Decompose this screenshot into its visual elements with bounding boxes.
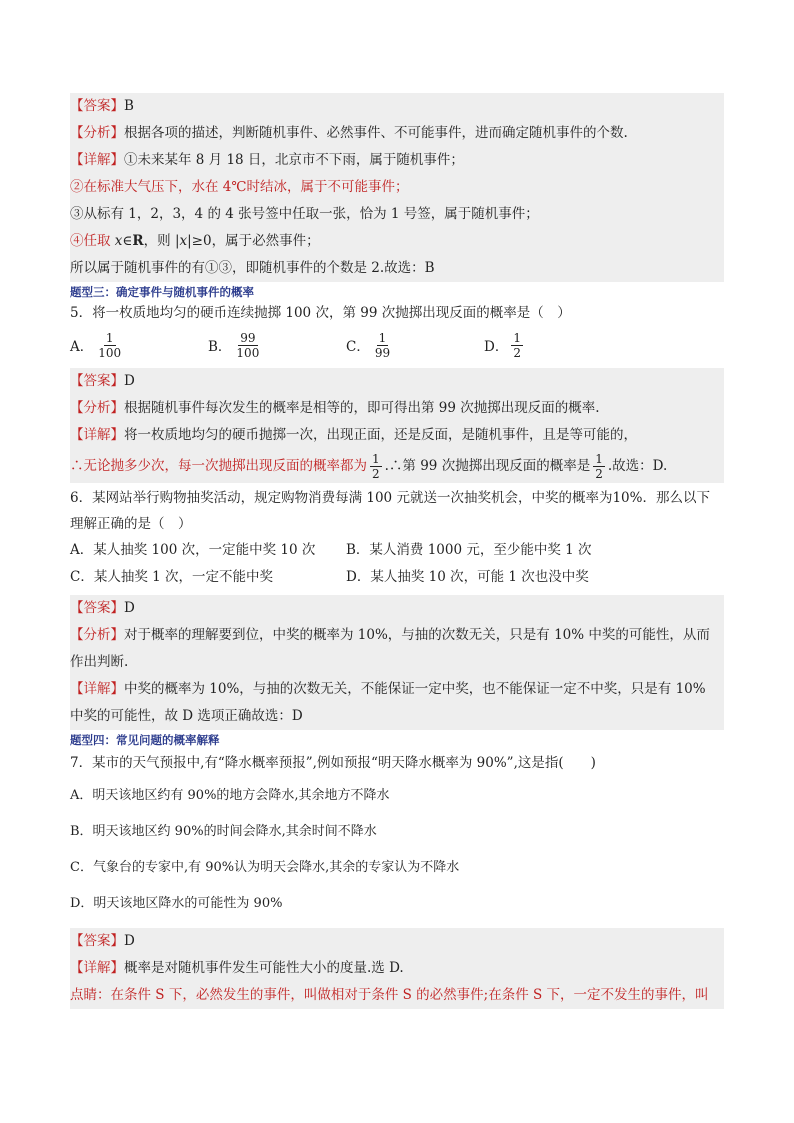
- question-6-options-row-2: [70, 564, 724, 591]
- fraction: $\frac{1}{2}$: [595, 452, 603, 481]
- option-d: D．某人抽奖 10 次，可能 1 次也没中奖: [346, 569, 589, 585]
- section-heading-3: 题型三：确定事件与随机事件的概率: [70, 285, 254, 299]
- option-c: C．气象台的专家中,有 90%认为明天会降水,其余的专家认为不降水: [70, 860, 460, 875]
- option-a: A．明天该地区约有 90%的地方会降水,其余地方不降水: [70, 788, 390, 803]
- fraction: $\frac{1}{99}$: [374, 330, 391, 360]
- question-7-stem: 7．某市的天气预报中,有“降水概率预报”,例如预报“明天降水概率为 90%”,这是指( ): [70, 755, 596, 771]
- option-b: B．明天该地区约 90%的时间会降水,其余时间不降水: [70, 824, 377, 839]
- answer-line: 【答案】D: [70, 600, 135, 616]
- fraction: $\frac{1}{2}$: [372, 452, 380, 481]
- option-d: D．明天该地区降水的可能性为 90%: [70, 896, 283, 911]
- solution-block-q6: [70, 595, 724, 730]
- detail-line-2: ∴无论抛多少次，每一次抛掷出现反面的概率都为 $\frac{1}{2}$ .∴第 99 次抛掷出现反面的概率是 $\frac{1}{2}$ .故选：D.: [70, 452, 668, 481]
- detail-line-3: ③从标有 1，2，3，4 的 4 张号签中任取一张，恰为 1 号签，属于随机事件；: [70, 206, 539, 222]
- analysis-line: 【分析】根据随机事件每次发生的概率是相等的，即可得出第 99 次抛掷出现反面的概率.: [70, 400, 600, 416]
- detail-line: 【详解】概率是对随机事件发生可能性大小的度量.选 D.: [70, 960, 404, 976]
- analysis-line-1: 【分析】对于概率的理解要到位，中奖的概率为 10%，与抽的次数无关，只是有 10% 中奖的可能性，从而: [70, 627, 710, 643]
- option-c: C． $\frac{1}{99}$: [346, 330, 391, 360]
- document-page: [70, 93, 724, 1009]
- analysis-line-2: 作出判断.: [70, 654, 129, 670]
- question-5-options: [70, 326, 724, 364]
- question-6-stem-2: 理解正确的是（ ）: [70, 516, 192, 532]
- question-6-options-row-1: [70, 537, 724, 564]
- option-d: D． $\frac{1}{2}$: [484, 330, 521, 360]
- fraction: $\frac{1}{100}$: [98, 330, 122, 360]
- solution-block-q7: [70, 928, 724, 1009]
- detail-line-1: 【详解】将一枚质地均匀的硬币抛掷一次，出现正面，还是反面，是随机事件，且是等可能的，: [70, 427, 637, 443]
- detail-line-2: ②在标准大气压下，水在 4℃时结冰，属于不可能事件；: [70, 179, 409, 195]
- solution-block-q4: [70, 93, 724, 282]
- detail-line-1: 【详解】①未来某年 8 月 18 日，北京市不下雨，属于随机事件；: [70, 152, 464, 168]
- fraction: $\frac{99}{100}$: [236, 330, 260, 360]
- detail-line-1: 【详解】中奖的概率为 10%，与抽的次数无关，不能保证一定中奖，也不能保证一定不中奖，只是有 10%: [70, 681, 706, 697]
- detail-line-5: 所以属于随机事件的有①③，即随机事件的个数是 2.故选：B: [70, 260, 435, 276]
- option-a: A． $\frac{1}{100}$: [70, 330, 122, 360]
- analysis-line: 【分析】根据各项的描述，判断随机事件、必然事件、不可能事件，进而确定随机事件的个数.: [70, 125, 628, 141]
- fraction: $\frac{1}{2}$: [513, 330, 521, 360]
- note-line: 点睛：在条件 S 下，必然发生的事件，叫做相对于条件 S 的必然事件;在条件 S 下，一定不发生的事件，叫: [70, 987, 709, 1003]
- answer-line: 【答案】D: [70, 933, 135, 949]
- answer-line: 【答案】B: [70, 98, 134, 114]
- section-heading-4: 题型四：常见问题的概率解释: [70, 733, 220, 747]
- solution-block-q5: [70, 368, 724, 483]
- question-5-stem: 5．将一枚质地均匀的硬币连续抛掷 100 次，第 99 次抛掷出现反面的概率是（ ）: [70, 305, 571, 321]
- option-c: C．某人抽奖 1 次，一定不能中奖: [70, 569, 274, 585]
- option-b: B． $\frac{99}{100}$: [208, 330, 260, 360]
- detail-line-4: ④任取 x∈R，则 |x|≥0，属于必然事件；: [70, 233, 320, 249]
- question-6-stem-1: 6．某网站举行购物抽奖活动，规定购物消费每满 100 元就送一次抽奖机会，中奖的概率为10%．那么以下: [70, 490, 710, 506]
- detail-line-2: 中奖的可能性，故 D 选项正确故选：D: [70, 708, 303, 724]
- option-b: B．某人消费 1000 元，至少能中奖 1 次: [346, 542, 592, 558]
- answer-line: 【答案】D: [70, 373, 135, 389]
- option-a: A．某人抽奖 100 次，一定能中奖 10 次: [70, 542, 316, 558]
